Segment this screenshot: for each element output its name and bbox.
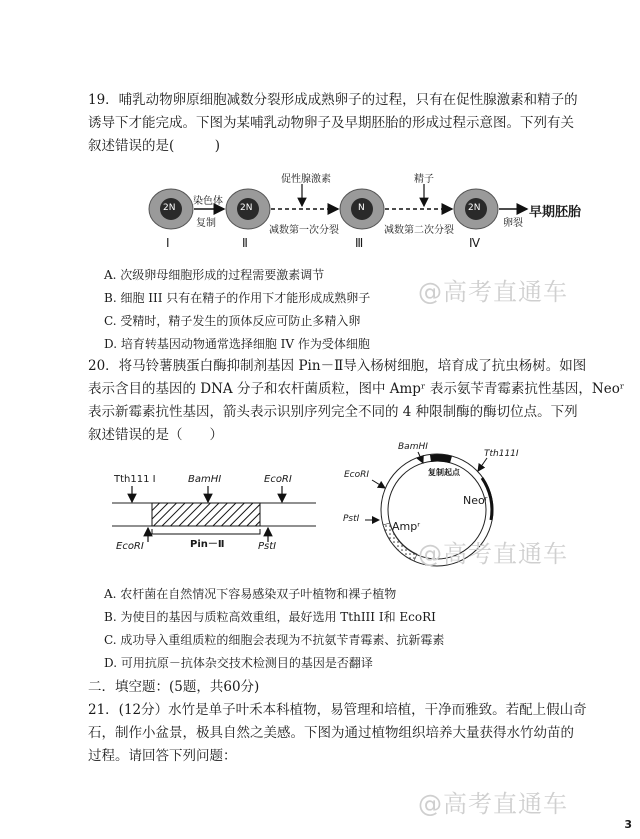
plasmid-eco-label: EcoRⅠ — [344, 470, 370, 480]
q20-line3: 表示新霉素抗性基因，箭头表示识别序列完全不同的 4 种限制酶的酶切位点。下列 — [88, 404, 578, 420]
dna-eco-top-label: EcoRⅠ — [264, 474, 292, 485]
plasmid-amp-label: Ampʳ — [392, 520, 421, 533]
q20-option-c: C. 成功导入重组质粒的细胞会表现为不抗氨苄青霉素、抗新霉素 — [104, 633, 445, 647]
cell-3-label: N — [358, 203, 365, 213]
roman-1: Ⅰ — [166, 236, 170, 250]
q20-line1: 20．将马铃薯胰蛋白酶抑制剂基因 Pin－Ⅱ导入杨树细胞，培育成了抗虫杨树。如图 — [88, 358, 587, 374]
q21-line3: 过程。请回答下列问题： — [88, 748, 237, 764]
q20-option-b: B. 为使目的基因与质粒高效重组，最好选用 TthIII Ⅰ和 EcoRI — [104, 610, 436, 624]
watermark-1: @高考直通车 — [418, 278, 568, 306]
arrow3-top-label: 精子 — [414, 174, 434, 185]
q19-option-d: D. 培育转基因动物通常选择细胞 IV 作为受体细胞 — [104, 337, 370, 351]
ori-block — [430, 454, 452, 463]
arrow1-bottom-label: 复制 — [196, 218, 216, 229]
arrow2-top-label: 促性腺激素 — [281, 174, 331, 185]
q20-line2: 表示含目的基因的 DNA 分子和农杆菌质粒，图中 Ampʳ 表示氨苄青霉素抗性基因，Neoʳ — [88, 381, 625, 397]
cell-4-label: 2N — [468, 203, 481, 213]
plasmid-ori-label: 复制起点 — [428, 468, 460, 477]
dna-eco-bottom-label: EcoRⅠ — [116, 541, 144, 552]
dna-bam-label: BamHⅠ — [188, 474, 222, 485]
dna-tth-label: Tth111 Ⅰ — [114, 474, 156, 485]
page-number: 3 — [624, 818, 632, 831]
q21-line1: 21．(12分）水竹是单子叶禾本科植物，易管理和培植，干净而雅致。若配上假山奇 — [88, 702, 587, 718]
early-embryo-label: 早期胚胎 — [529, 205, 582, 220]
watermark-2: @高考直通车 — [418, 540, 568, 568]
plasmid-pst-label: PstⅠ — [343, 514, 360, 524]
section2-heading: 二．填空题：(5题，共60分) — [88, 679, 260, 695]
plasmid-neo-label: Neoʳ — [463, 494, 488, 507]
dna-pst-label: PstⅠ — [258, 541, 277, 552]
q20-option-a: A. 农杆菌在自然情况下容易感染双子叶植物和裸子植物 — [104, 587, 397, 601]
q19-option-c: C. 受精时，精子发生的顶体反应可防止多精入卵 — [104, 314, 361, 328]
q19-line1: 19．哺乳动物卵原细胞减数分裂形成成熟卵子的过程，只有在促性腺激素和精子的 — [88, 92, 578, 108]
roman-3: Ⅲ — [355, 236, 364, 250]
q19-line2: 诱导下才能完成。下图为某哺乳动物卵子及早期胚胎的形成过程示意图。下列有关 — [88, 115, 574, 131]
watermark-3: @高考直通车 — [418, 790, 568, 818]
arrow1-top-label: 染色体 — [193, 196, 223, 207]
q20-line4: 叙述错误的是（ ） — [88, 427, 223, 443]
arrow2-bottom-label: 减数第一次分裂 — [269, 225, 339, 236]
plasmid-bam-label: BamHⅠ — [398, 442, 428, 452]
cell-1-label: 2N — [163, 203, 176, 213]
q19-option-a: A. 次级卵母细胞形成的过程需要激素调节 — [104, 268, 325, 282]
q21-line2: 石，制作小盆景，极具自然之美感。下图为通过植物组织培养大量获得水竹幼苗的 — [88, 725, 574, 741]
arrow3-bottom-label: 减数第二次分裂 — [384, 225, 454, 236]
pin2-gene-block — [152, 503, 260, 526]
arrow4-bottom-label: 卵裂 — [503, 218, 523, 229]
q19-line3: 叙述错误的是( ) — [88, 138, 221, 154]
cell-2-label: 2N — [240, 203, 253, 213]
q19-option-b: B. 细胞 III 只有在精子的作用下才能形成成熟卵子 — [104, 291, 371, 305]
roman-4: Ⅳ — [469, 236, 481, 250]
dna-gene-label: Pin－Ⅱ — [190, 539, 225, 550]
plasmid-tth-label: Tth111Ⅰ — [484, 449, 519, 459]
roman-2: Ⅱ — [242, 236, 248, 250]
q20-option-d: D. 可用抗原－抗体杂交技术检测目的基因是否翻译 — [104, 656, 373, 670]
